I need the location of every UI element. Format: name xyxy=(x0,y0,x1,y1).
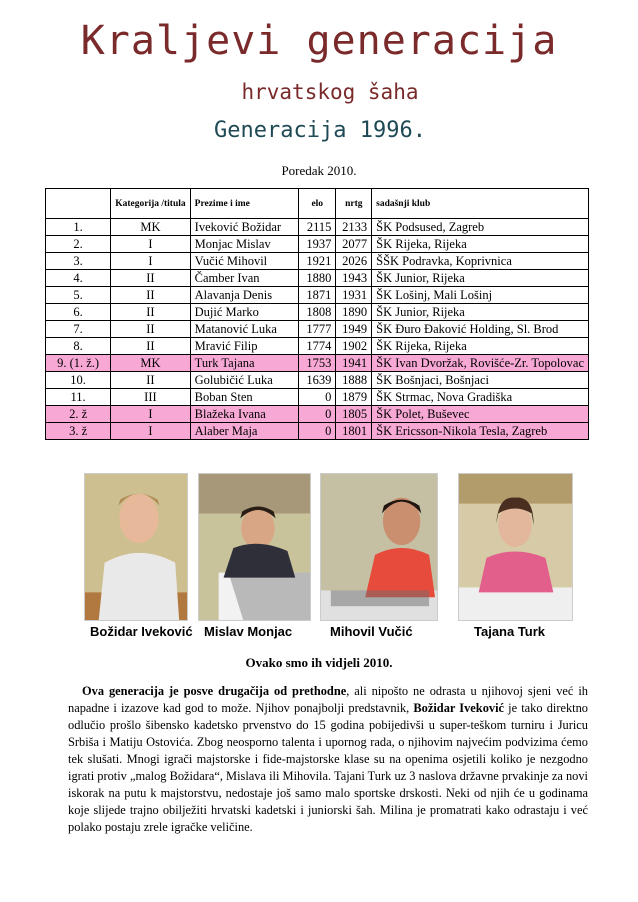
cell-cat: I xyxy=(111,236,190,253)
article-paragraph xyxy=(68,683,588,836)
cell-rank: 7. xyxy=(46,321,111,338)
cell-elo: 1921 xyxy=(299,253,336,270)
cell-rank: 9. (1. ž.) xyxy=(46,355,111,372)
cell-rank: 8. xyxy=(46,338,111,355)
cell-cat: II xyxy=(111,287,190,304)
col-header-rank xyxy=(46,189,111,219)
cell-elo: 1871 xyxy=(299,287,336,304)
cell-name: Monjac Mislav xyxy=(190,236,298,253)
cell-elo: 0 xyxy=(299,406,336,423)
player-photo-image xyxy=(459,474,572,620)
cell-cat: II xyxy=(111,372,190,389)
player-photo-image xyxy=(321,474,437,620)
cell-nrtg: 1931 xyxy=(336,287,372,304)
table-row xyxy=(46,236,589,253)
cell-club: ŠK Bošnjaci, Bošnjaci xyxy=(372,372,589,389)
cell-elo: 1639 xyxy=(299,372,336,389)
cell-cat: II xyxy=(111,304,190,321)
table-row xyxy=(46,219,589,236)
table-row xyxy=(46,406,589,423)
article-lead: Ova generacija je posve drugačija od prethodne xyxy=(82,684,347,698)
cell-club: ŠK Podsused, Zagreb xyxy=(372,219,589,236)
cell-cat: II xyxy=(111,270,190,287)
table-row xyxy=(46,304,589,321)
cell-elo: 1753 xyxy=(299,355,336,372)
cell-nrtg: 1805 xyxy=(336,406,372,423)
cell-name: Turk Tajana xyxy=(190,355,298,372)
cell-cat: II xyxy=(111,321,190,338)
table-header-row xyxy=(46,189,589,219)
cell-club: ŠK Junior, Rijeka xyxy=(372,270,589,287)
cell-club: ŠK Ivan Dvoržak, Rovišće-Zr. Topolovac xyxy=(372,355,589,372)
cell-rank: 10. xyxy=(46,372,111,389)
cell-name: Čamber Ivan xyxy=(190,270,298,287)
cell-name: Dujić Marko xyxy=(190,304,298,321)
article-text: je tako direktno odlučio prošlo šibensko kadetsko prvenstvo do 15 godina pobijedivši u super-teškom turniru i Juricu Srbiša i Matiju Ostovića. Zbog neosporno talenta i upornog rada, o njihovim najvećim podvizima ćemo tek slušati. Mnogi igrači majstorske i fide-majstorske klase su na openima osjetili koliko je nezgodno igrati protiv „malog Božidara“, Mislava ili Mihovila. Tajani Turk uz 3 naslova državne prvakinje za novi iskorak na putu k majstorstvu, nedostaje još samo malo sportske drskosti. Neki od njih će u godinama koje slijede trajno obilježiti hrvatski kadetski i juniorski šah. Milina je promatrati kako odrastaju i već polako postaju zrele igračke veličine. xyxy=(68,701,588,834)
cell-rank: 3. xyxy=(46,253,111,270)
photo-caption: Mislav Monjac xyxy=(204,624,293,639)
table-row xyxy=(46,338,589,355)
photo-mislav-monjac xyxy=(198,473,311,621)
table-row xyxy=(46,355,589,372)
cell-name: Mravić Filip xyxy=(190,338,298,355)
player-photo-image xyxy=(85,474,187,620)
cell-elo: 1808 xyxy=(299,304,336,321)
cell-rank: 11. xyxy=(46,389,111,406)
cell-name: Vučić Mihovil xyxy=(190,253,298,270)
cell-cat: I xyxy=(111,423,190,440)
cell-nrtg: 1902 xyxy=(336,338,372,355)
cell-name: Alaber Maja xyxy=(190,423,298,440)
document-subtitle: hrvatskog šaha xyxy=(241,80,419,104)
table-row xyxy=(46,253,589,270)
cell-cat: II xyxy=(111,338,190,355)
cell-club: ŠK Rijeka, Rijeka xyxy=(372,338,589,355)
table-row xyxy=(46,372,589,389)
cell-name: Iveković Božidar xyxy=(190,219,298,236)
cell-cat: I xyxy=(111,406,190,423)
generation-heading: Generacija 1996. xyxy=(214,118,426,143)
cell-elo: 0 xyxy=(299,389,336,406)
photo-section-title: Ovako smo ih vidjeli 2010. xyxy=(245,655,393,670)
cell-cat: I xyxy=(111,253,190,270)
col-header-nrtg: nrtg xyxy=(336,189,372,219)
col-header-name: Prezime i ime xyxy=(190,189,298,219)
cell-club: ŠŠK Podravka, Koprivnica xyxy=(372,253,589,270)
cell-club: ŠK Đuro Đaković Holding, Sl. Brod xyxy=(372,321,589,338)
cell-nrtg: 2077 xyxy=(336,236,372,253)
cell-name: Boban Sten xyxy=(190,389,298,406)
cell-nrtg: 1949 xyxy=(336,321,372,338)
cell-club: ŠK Strmac, Nova Gradiška xyxy=(372,389,589,406)
ranking-table xyxy=(45,188,589,440)
cell-nrtg: 1879 xyxy=(336,389,372,406)
ranking-label: Poredak 2010. xyxy=(281,163,357,178)
cell-elo: 2115 xyxy=(299,219,336,236)
cell-cat: III xyxy=(111,389,190,406)
cell-rank: 2. xyxy=(46,236,111,253)
article-highlight-name: Božidar Iveković xyxy=(413,701,505,715)
cell-rank: 3. ž xyxy=(46,423,111,440)
cell-nrtg: 1941 xyxy=(336,355,372,372)
table-row xyxy=(46,389,589,406)
table-row xyxy=(46,423,589,440)
cell-name: Matanović Luka xyxy=(190,321,298,338)
cell-name: Golubičić Luka xyxy=(190,372,298,389)
document-title: Kraljevi generacija xyxy=(80,18,558,64)
col-header-category: Kategorija /titula xyxy=(111,189,190,219)
cell-elo: 1880 xyxy=(299,270,336,287)
cell-elo: 1777 xyxy=(299,321,336,338)
cell-nrtg: 1890 xyxy=(336,304,372,321)
cell-rank: 4. xyxy=(46,270,111,287)
cell-elo: 1774 xyxy=(299,338,336,355)
table-row xyxy=(46,287,589,304)
cell-cat: MK xyxy=(111,219,190,236)
photo-caption: Mihovil Vučić xyxy=(330,624,413,639)
cell-club: ŠK Rijeka, Rijeka xyxy=(372,236,589,253)
cell-nrtg: 2026 xyxy=(336,253,372,270)
cell-elo: 0 xyxy=(299,423,336,440)
cell-club: ŠK Junior, Rijeka xyxy=(372,304,589,321)
cell-name: Blažeka Ivana xyxy=(190,406,298,423)
cell-rank: 2. ž xyxy=(46,406,111,423)
player-photo-image xyxy=(199,474,310,620)
table-row xyxy=(46,321,589,338)
cell-club: ŠK Lošinj, Mali Lošinj xyxy=(372,287,589,304)
photo-caption: Božidar Iveković xyxy=(90,624,193,639)
cell-rank: 5. xyxy=(46,287,111,304)
cell-nrtg: 1888 xyxy=(336,372,372,389)
cell-club: ŠK Ericsson-Nikola Tesla, Zagreb xyxy=(372,423,589,440)
cell-name: Alavanja Denis xyxy=(190,287,298,304)
photo-tajana-turk xyxy=(458,473,573,621)
table-row xyxy=(46,270,589,287)
cell-elo: 1937 xyxy=(299,236,336,253)
cell-club: ŠK Polet, Buševec xyxy=(372,406,589,423)
col-header-elo: elo xyxy=(299,189,336,219)
article-text: , ali nipošto ne odrasta u njihovoj sjeni već ih napadne i izazove kad god to može. Njihov ponajbolji predstavnik, xyxy=(68,684,588,715)
cell-nrtg: 1801 xyxy=(336,423,372,440)
photo-caption: Tajana Turk xyxy=(474,624,546,639)
cell-nrtg: 2133 xyxy=(336,219,372,236)
cell-nrtg: 1943 xyxy=(336,270,372,287)
cell-cat: MK xyxy=(111,355,190,372)
col-header-club: sadašnji klub xyxy=(372,189,589,219)
cell-rank: 1. xyxy=(46,219,111,236)
photo-bozidar-ivekovic xyxy=(84,473,188,621)
photo-mihovil-vucic xyxy=(320,473,438,621)
cell-rank: 6. xyxy=(46,304,111,321)
